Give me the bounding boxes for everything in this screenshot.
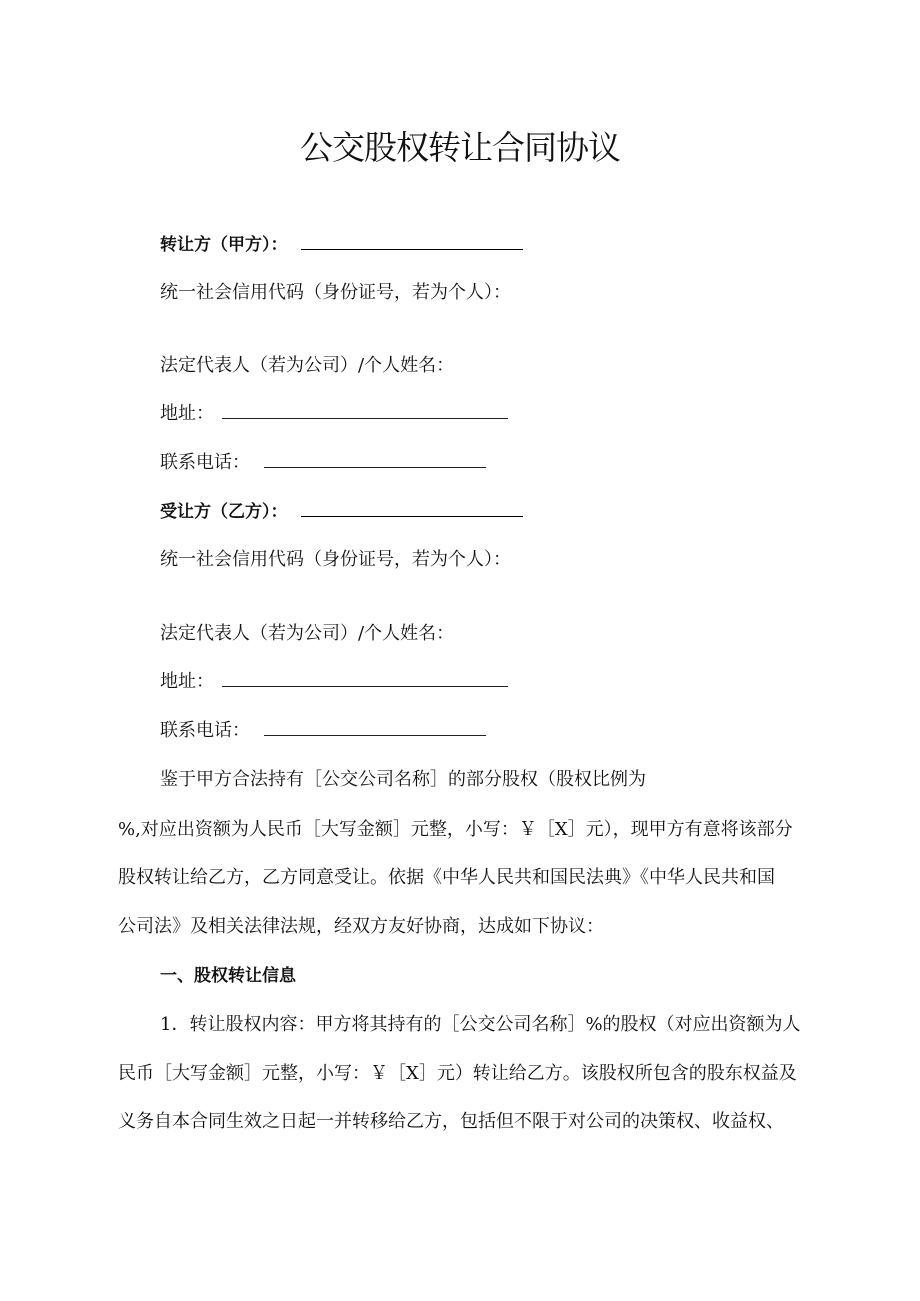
transferee-address-label: 地址： — [160, 671, 214, 692]
transferee-name-blank[interactable] — [301, 515, 523, 517]
transferee-phone-row — [160, 716, 486, 742]
transferor-name-blank[interactable] — [301, 248, 523, 250]
transferor-label: 转让方（甲方）： — [160, 235, 288, 255]
transferor-address-blank[interactable] — [222, 417, 508, 419]
transferor-phone-row — [160, 448, 486, 474]
transferor-row — [160, 230, 523, 255]
transferee-address-row — [160, 667, 508, 693]
transferor-representative: 法定代表人（若为公司）/个人姓名： — [160, 355, 455, 376]
transferor-address-row — [160, 399, 508, 425]
transferor-phone-label: 联系电话： — [160, 452, 250, 473]
transferor-address-label: 地址： — [160, 403, 214, 424]
transferee-representative: 法定代表人（若为公司）/个人姓名： — [160, 623, 455, 644]
preamble-line-4: 公司法》及相关法律法规，经双方友好协商，达成如下协议： — [118, 916, 604, 937]
section-1-item-1-line-2: 民币［大写金额］元整，小写：￥［X］元）转让给乙方。该股权所包含的股东权益及 — [118, 1063, 797, 1084]
document-title: 公交股权转让合同协议 — [300, 128, 620, 167]
preamble-line-2: %,对应出资额为人民币［大写金额］元整，小写：￥［X］元），现甲方有意将该部分 — [118, 819, 793, 840]
transferee-label: 受让方（乙方）： — [160, 502, 288, 522]
transferee-credit-code: 统一社会信用代码（身份证号，若为个人）： — [160, 549, 511, 570]
transferor-credit-code: 统一社会信用代码（身份证号，若为个人）： — [160, 282, 511, 303]
preamble-line-1: 鉴于甲方合法持有［公交公司名称］的部分股权（股权比例为 — [160, 769, 646, 790]
transferee-phone-blank[interactable] — [264, 734, 486, 736]
section-1-item-1-line-1: 1．转让股权内容：甲方将其持有的［公交公司名称］%的股权（对应出资额为人 — [160, 1014, 801, 1035]
section-1-heading: 一、股权转让信息 — [160, 966, 296, 986]
transferee-address-blank[interactable] — [222, 685, 508, 687]
preamble-line-3: 股权转让给乙方，乙方同意受让。依据《中华人民共和国民法典》《中华人民共和国 — [118, 867, 775, 888]
transferor-phone-blank[interactable] — [264, 466, 486, 468]
transferee-row — [160, 497, 523, 522]
section-1-item-1-line-3: 义务自本合同生效之日起一并转移给乙方，包括但不限于对公司的决策权、收益权、 — [118, 1111, 784, 1132]
transferee-phone-label: 联系电话： — [160, 720, 250, 741]
